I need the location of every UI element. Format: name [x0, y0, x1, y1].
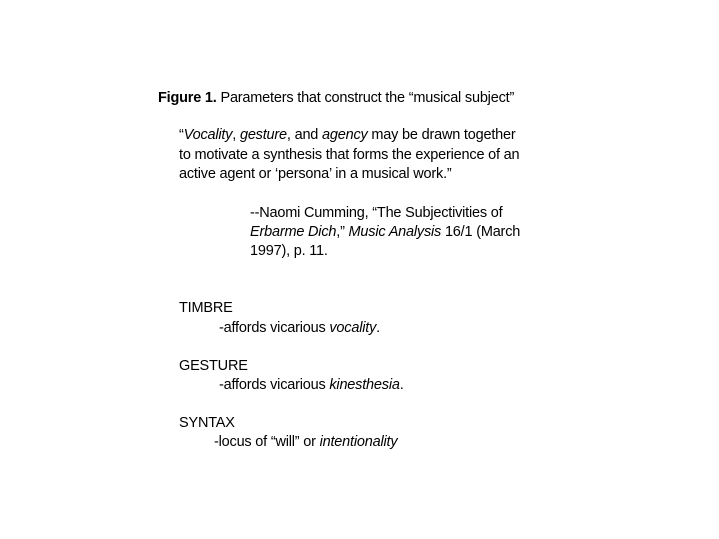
parameter-desc-term: intentionality	[319, 434, 398, 450]
figure-caption-text: Parameters that construct the “musical subject”	[216, 90, 515, 106]
parameter-desc-suffix: .	[399, 377, 404, 393]
parameter-desc-timbre	[219, 319, 380, 337]
figure-caption	[158, 89, 514, 107]
citation-line-1: --Naomi Cumming, “The Subjectivities of	[250, 205, 503, 221]
parameter-name-gesture: GESTURE	[179, 358, 248, 374]
quote-term-vocality: Vocality	[183, 127, 233, 143]
parameter-desc-syntax	[214, 433, 397, 451]
parameter-name-timbre: TIMBRE	[179, 300, 233, 316]
quote-sep-2: , and	[286, 127, 323, 143]
quote-open-mark: “	[179, 127, 184, 143]
citation-volume: 16/1 (March	[441, 224, 521, 240]
parameter-desc-prefix: -affords vicarious	[219, 377, 330, 393]
quote-line-3: active agent or ‘persona’ in a musical work.”	[179, 166, 452, 182]
parameter-desc-gesture	[219, 376, 404, 394]
citation-separator: ,”	[336, 224, 349, 240]
parameter-desc-suffix: .	[376, 320, 380, 336]
quote-line-1	[179, 126, 516, 144]
parameter-name-syntax: SYNTAX	[179, 415, 235, 431]
quote-term-agency: agency	[322, 127, 368, 143]
citation-work-title: Erbarme Dich	[250, 224, 337, 240]
parameter-desc-term: vocality	[329, 320, 377, 336]
parameter-desc-term: kinesthesia	[329, 377, 400, 393]
citation-line-2	[250, 223, 520, 241]
quote-sep-1: ,	[232, 127, 240, 143]
quote-line-1-rest: may be drawn together	[367, 127, 516, 143]
citation-journal: Music Analysis	[348, 224, 442, 240]
quote-term-gesture: gesture	[239, 127, 287, 143]
quote-line-2: to motivate a synthesis that forms the experience of an	[179, 147, 520, 163]
citation-line-3: 1997), p. 11.	[250, 243, 328, 259]
figure-label: Figure 1.	[158, 90, 217, 106]
parameter-desc-prefix: -affords vicarious	[219, 320, 330, 336]
parameter-desc-prefix: -locus of “will” or	[214, 434, 320, 450]
